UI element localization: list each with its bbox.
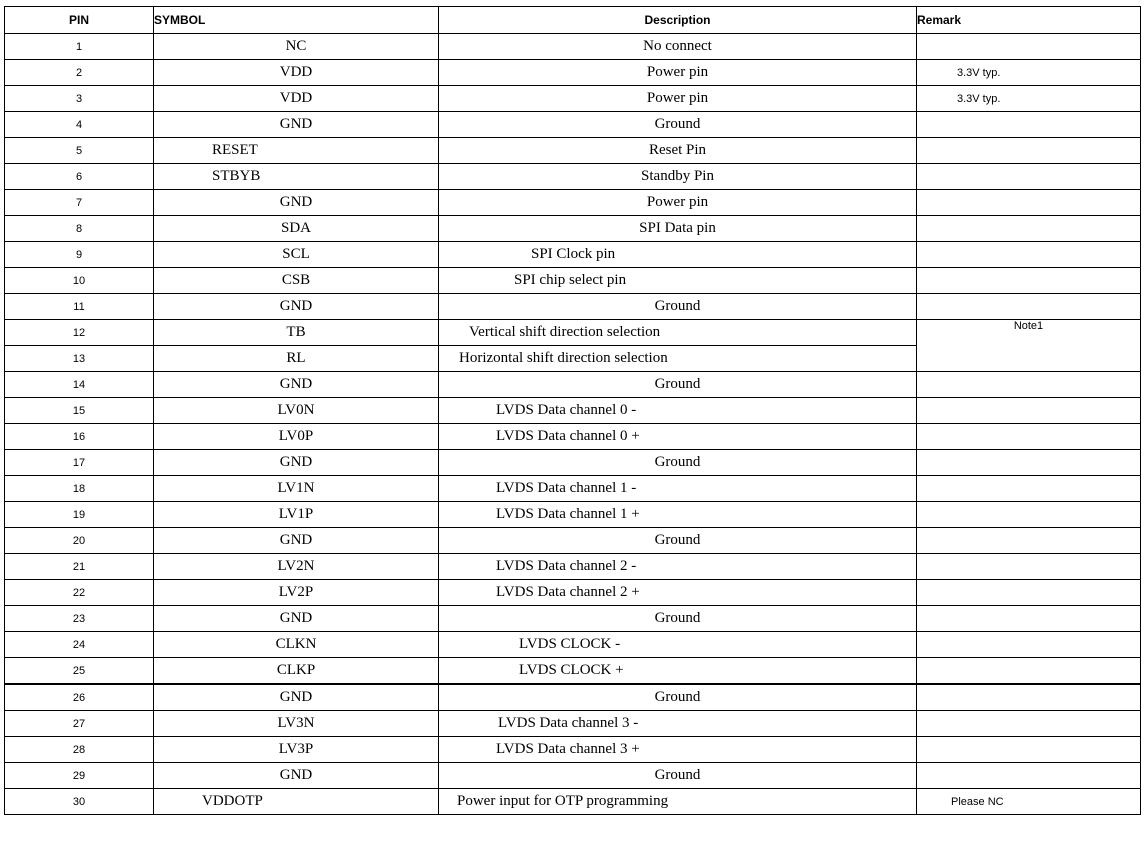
symbol-cell: VDD: [154, 86, 439, 112]
table-row: [5, 763, 1141, 789]
symbol-cell: VDDOTP: [154, 789, 439, 815]
remark-cell: [917, 34, 1141, 60]
remark-cell: [917, 60, 1141, 86]
pin-cell: 3: [5, 86, 154, 112]
symbol-cell: LV1N: [154, 476, 439, 502]
table-row: [5, 606, 1141, 632]
remark-text: 3.3V typ.: [957, 66, 1001, 79]
remark-cell: [917, 86, 1141, 112]
pin-table: [4, 6, 1141, 815]
pin-cell: 6: [5, 164, 154, 190]
pin-cell: 15: [5, 398, 154, 424]
pin-cell: 2: [5, 60, 154, 86]
header-pin: PIN: [5, 7, 154, 34]
description-cell: LVDS CLOCK -: [439, 632, 917, 658]
remark-note-cell: Note1: [917, 320, 1141, 372]
symbol-cell: LV2N: [154, 554, 439, 580]
description-cell: LVDS Data channel 0 +: [439, 424, 917, 450]
remark-cell: [917, 737, 1141, 763]
table-row: [5, 450, 1141, 476]
remark-cell: [917, 372, 1141, 398]
description-cell: Ground: [439, 450, 917, 476]
pin-cell: 7: [5, 190, 154, 216]
remark-cell: [917, 789, 1141, 815]
description-cell: LVDS Data channel 1 +: [439, 502, 917, 528]
table-row: [5, 424, 1141, 450]
table-row: [5, 216, 1141, 242]
table-row: [5, 34, 1141, 60]
symbol-cell: CLKP: [154, 658, 439, 685]
pin-cell: 25: [5, 658, 154, 685]
remark-cell: [917, 268, 1141, 294]
symbol-cell: TB: [154, 320, 439, 346]
pin-cell: 24: [5, 632, 154, 658]
description-cell: Ground: [439, 528, 917, 554]
remark-cell: [917, 606, 1141, 632]
symbol-cell: GND: [154, 450, 439, 476]
description-cell: No connect: [439, 34, 917, 60]
pin-cell: 12: [5, 320, 154, 346]
table-row: [5, 112, 1141, 138]
description-cell: Ground: [439, 684, 917, 711]
pin-cell: 9: [5, 242, 154, 268]
description-cell: LVDS Data channel 2 +: [439, 580, 917, 606]
description-cell: Standby Pin: [439, 164, 917, 190]
description-cell: Power pin: [439, 86, 917, 112]
description-cell: LVDS Data channel 3 +: [439, 737, 917, 763]
remark-cell: [917, 450, 1141, 476]
description-cell: LVDS Data channel 3 -: [439, 711, 917, 737]
symbol-cell: SCL: [154, 242, 439, 268]
remark-cell: [917, 294, 1141, 320]
pin-cell: 11: [5, 294, 154, 320]
pin-cell: 28: [5, 737, 154, 763]
symbol-cell: GND: [154, 528, 439, 554]
description-cell: Vertical shift direction selection: [439, 320, 917, 346]
symbol-cell: LV0N: [154, 398, 439, 424]
symbol-cell: GND: [154, 372, 439, 398]
description-cell: Ground: [439, 294, 917, 320]
pin-cell: 4: [5, 112, 154, 138]
remark-cell: [917, 138, 1141, 164]
table-row: [5, 86, 1141, 112]
remark-cell: [917, 554, 1141, 580]
pin-cell: 21: [5, 554, 154, 580]
table-row: [5, 789, 1141, 815]
table-row: [5, 320, 1141, 346]
table-row: [5, 658, 1141, 685]
pin-cell: 14: [5, 372, 154, 398]
table-row: [5, 684, 1141, 711]
remark-cell: [917, 112, 1141, 138]
symbol-cell: GND: [154, 763, 439, 789]
symbol-cell: RL: [154, 346, 439, 372]
table-row: [5, 268, 1141, 294]
pin-cell: 29: [5, 763, 154, 789]
table-row: [5, 60, 1141, 86]
header-symbol: SYMBOL: [154, 7, 439, 34]
table-row: [5, 476, 1141, 502]
description-cell: Power pin: [439, 190, 917, 216]
symbol-cell: LV3P: [154, 737, 439, 763]
remark-cell: [917, 242, 1141, 268]
description-cell: Ground: [439, 763, 917, 789]
description-cell: LVDS Data channel 2 -: [439, 554, 917, 580]
description-cell: LVDS Data channel 1 -: [439, 476, 917, 502]
remark-cell: [917, 398, 1141, 424]
description-cell: Ground: [439, 606, 917, 632]
pin-cell: 1: [5, 34, 154, 60]
pin-cell: 23: [5, 606, 154, 632]
pin-cell: 19: [5, 502, 154, 528]
pin-cell: 8: [5, 216, 154, 242]
symbol-cell: VDD: [154, 60, 439, 86]
description-cell: LVDS Data channel 0 -: [439, 398, 917, 424]
pin-cell: 18: [5, 476, 154, 502]
symbol-cell: GND: [154, 606, 439, 632]
table-row: [5, 164, 1141, 190]
table-row: [5, 190, 1141, 216]
table-header-row: [5, 7, 1141, 34]
pin-cell: 20: [5, 528, 154, 554]
table-row: [5, 632, 1141, 658]
description-cell: Horizontal shift direction selection: [439, 346, 917, 372]
remark-cell: [917, 216, 1141, 242]
table-row: [5, 138, 1141, 164]
description-cell: LVDS CLOCK +: [439, 658, 917, 685]
table-row: [5, 711, 1141, 737]
remark-cell: [917, 476, 1141, 502]
pin-cell: 5: [5, 138, 154, 164]
pin-cell: 26: [5, 684, 154, 711]
pin-cell: 27: [5, 711, 154, 737]
symbol-cell: LV0P: [154, 424, 439, 450]
symbol-cell: GND: [154, 112, 439, 138]
header-description: Description: [439, 7, 917, 34]
remark-cell: [917, 190, 1141, 216]
remark-cell: [917, 424, 1141, 450]
symbol-cell: GND: [154, 190, 439, 216]
pin-cell: 16: [5, 424, 154, 450]
symbol-cell: LV3N: [154, 711, 439, 737]
remark-cell: [917, 711, 1141, 737]
table-row: [5, 528, 1141, 554]
table-row: [5, 294, 1141, 320]
description-cell: Ground: [439, 112, 917, 138]
description-cell: SPI chip select pin: [439, 268, 917, 294]
table-row: [5, 554, 1141, 580]
description-cell: SPI Data pin: [439, 216, 917, 242]
description-cell: Power pin: [439, 60, 917, 86]
symbol-cell: LV1P: [154, 502, 439, 528]
pin-cell: 13: [5, 346, 154, 372]
remark-cell: [917, 502, 1141, 528]
remark-cell: [917, 632, 1141, 658]
remark-cell: [917, 763, 1141, 789]
remark-cell: [917, 658, 1141, 685]
symbol-cell: NC: [154, 34, 439, 60]
remark-cell: [917, 528, 1141, 554]
pin-cell: 10: [5, 268, 154, 294]
symbol-cell: LV2P: [154, 580, 439, 606]
description-cell: Reset Pin: [439, 138, 917, 164]
table-row: [5, 398, 1141, 424]
table-row: [5, 580, 1141, 606]
table-row: [5, 737, 1141, 763]
remark-cell: [917, 684, 1141, 711]
symbol-cell: RESET: [154, 138, 439, 164]
symbol-cell: SDA: [154, 216, 439, 242]
description-cell: SPI Clock pin: [439, 242, 917, 268]
description-cell: Power input for OTP programming: [439, 789, 917, 815]
symbol-cell: GND: [154, 684, 439, 711]
pin-cell: 30: [5, 789, 154, 815]
pin-cell: 22: [5, 580, 154, 606]
description-cell: Ground: [439, 372, 917, 398]
symbol-cell: CLKN: [154, 632, 439, 658]
header-remark: Remark: [917, 7, 1141, 34]
table-row: [5, 502, 1141, 528]
symbol-cell: GND: [154, 294, 439, 320]
remark-cell: [917, 580, 1141, 606]
remark-text: 3.3V typ.: [957, 92, 1001, 105]
table-row: [5, 372, 1141, 398]
symbol-cell: CSB: [154, 268, 439, 294]
remark-text: Please NC: [951, 795, 1004, 808]
remark-cell: [917, 164, 1141, 190]
pin-cell: 17: [5, 450, 154, 476]
symbol-cell: STBYB: [154, 164, 439, 190]
table-row: [5, 242, 1141, 268]
